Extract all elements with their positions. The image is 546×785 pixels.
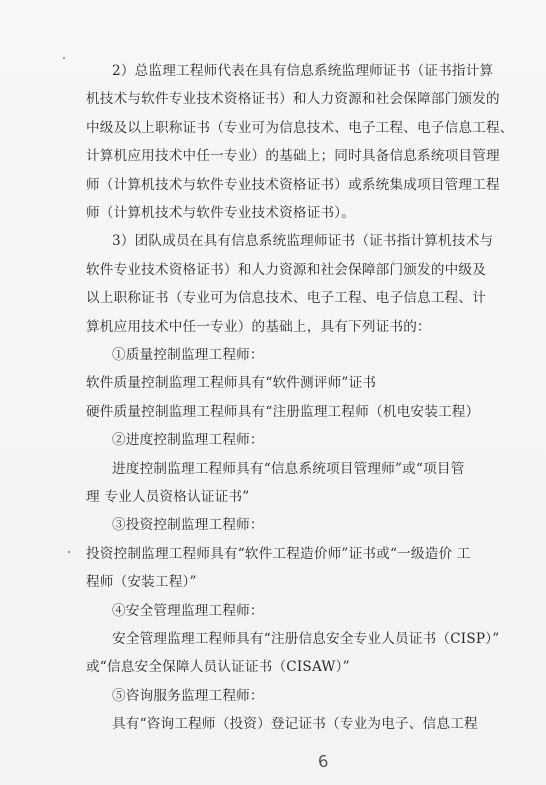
section-heading: ③投资控制监理工程师： [112,517,264,534]
text-line: 理 专业人员资格认证证书” [86,489,250,505]
text-line: 计算机应用技术中任一专业）的基础上；同时具备信息系统项目管理 [86,148,500,165]
scan-speck [68,551,70,553]
section-heading: ①质量控制监理工程师： [112,347,264,363]
page-number: 6 [316,751,330,772]
section-heading: ②进度控制监理工程师： [112,432,264,449]
text-line: 具有“咨询工程师（投资）登记证书（专业为电子、信息工程 [112,716,478,733]
text-line: 3）团队成员在具有信息系统监理师证书（证书指计算机技术与 [112,233,494,250]
text-line: 硬件质量控制监理工程师具有“注册监理工程师（机电安装工程） [86,403,480,420]
text-line: 机技术与软件专业技术资格证书）和人力资源和社会保障部门颁发的 [86,91,500,108]
scan-speck [63,57,65,59]
text-line: 以上职称证书（专业可为信息技术、电子工程、电子信息工程、计 [86,290,487,307]
text-line: 或“信息安全保障人员认证证书（CISAW）” [86,659,350,676]
text-line: 算机应用技术中任一专业）的基础上，具有下列证书的： [86,318,431,335]
text-line: 软件专业技术资格证书）和人力资源和社会保障部门颁发的中级及 [86,261,487,278]
section-heading: ④安全管理监理工程师： [112,602,264,619]
section-heading: ⑤咨询服务监理工程师： [112,687,264,704]
text-line: 师（计算机技术与软件专业技术资格证书）。 [86,205,356,221]
text-line: 投资控制监理工程师具有“软件工程造价师”证书或“一级造价 工 [86,545,471,562]
text-line: 2）总监理工程师代表在具有信息系统监理师证书（证书指计算 [112,63,494,79]
text-line: 师（计算机技术与软件专业技术资格证书）或系统集成项目管理工程 [86,176,500,193]
text-line: 进度控制监理工程师具有“信息系统项目管理师”或“项目管 [112,460,465,477]
text-line: 软件质量控制监理工程师具有“软件测评师”证书 [86,375,377,392]
text-line: 程师（安装工程）” [86,574,197,591]
text-line: 中级及以上职称证书（专业可为信息技术、电子工程、电子信息工程、 [86,119,514,136]
text-line: 安全管理监理工程师具有“注册信息安全专业人员证书（CISP）” [112,631,500,647]
